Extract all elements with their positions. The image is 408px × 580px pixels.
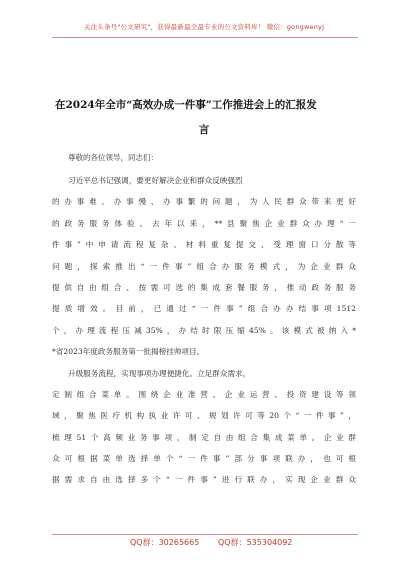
document-title-line-2: 言 — [198, 124, 210, 136]
body-text — [52, 170, 356, 491]
footer-qq-group-1: QQ群：30265665 — [130, 538, 200, 547]
document-title-line-1: 在2024年全市“高效办成一件事”工作推进会上的汇报发 — [55, 99, 317, 111]
paragraph-line: 众可根据菜单选择单个“一件事”部分事项联办，也可根 — [52, 454, 356, 464]
paragraph-line: 据需求自由选择多个“一件事”进行联办，实现企业群众 — [52, 475, 356, 485]
paragraph-line: *省2023年度政务服务第一批揭榜挂帅项目。 — [52, 347, 205, 357]
paragraph-line: 的政务服务体验。去年以来，**县聚焦企业群众办理“一 — [52, 218, 356, 228]
paragraph-line: 个，办理流程压减35%，办结时限压缩45%。该模式被纳入* — [52, 325, 356, 335]
footer-divider — [52, 534, 358, 535]
paragraph-line: 问题，探索推出“一件事”组合办服务模式，为企业群众 — [52, 261, 356, 271]
paragraph-line: 梳理51个高频业务事项，制定自由组合集成菜单。企业群 — [52, 432, 356, 442]
paragraph-line: 件事”中申请流程复杂、材料重复提交、受理窗口分散等 — [52, 240, 356, 250]
paragraph-line: 提供自由组合、按需可选的集成套餐服务，推动政务服务 — [52, 282, 356, 292]
header-banner: 关注头条号"公文研究"，获得最新最全最专业的公文资料库！ 微信：gongwenyj — [83, 23, 325, 31]
paragraph-line: 的办事难、办事慢、办事繁的问题，为人民群众带来更好 — [52, 197, 356, 207]
paragraph-line: 提质增效。目前，已通过“一件事”组合办办结事项1512 — [52, 304, 356, 314]
salutation: 尊敬的各位领导，同志们： — [68, 153, 158, 162]
paragraph-line: 升级服务流程，实现事项办理便捷化。立足群众需求， — [68, 368, 251, 378]
footer-qq-group-2: QQ群：535304092 — [218, 538, 293, 547]
paragraph-line: 习近平总书记强调，要更好解决企业和群众反映强烈 — [68, 176, 243, 185]
header-divider — [52, 37, 358, 38]
paragraph-line: 域，聚焦医疗机构执业许可、规划许可等20个“一件事”， — [52, 411, 356, 421]
paragraph-line: 定制组合菜单。围绕企业准营、企业运营、投资建设等领 — [52, 389, 356, 399]
